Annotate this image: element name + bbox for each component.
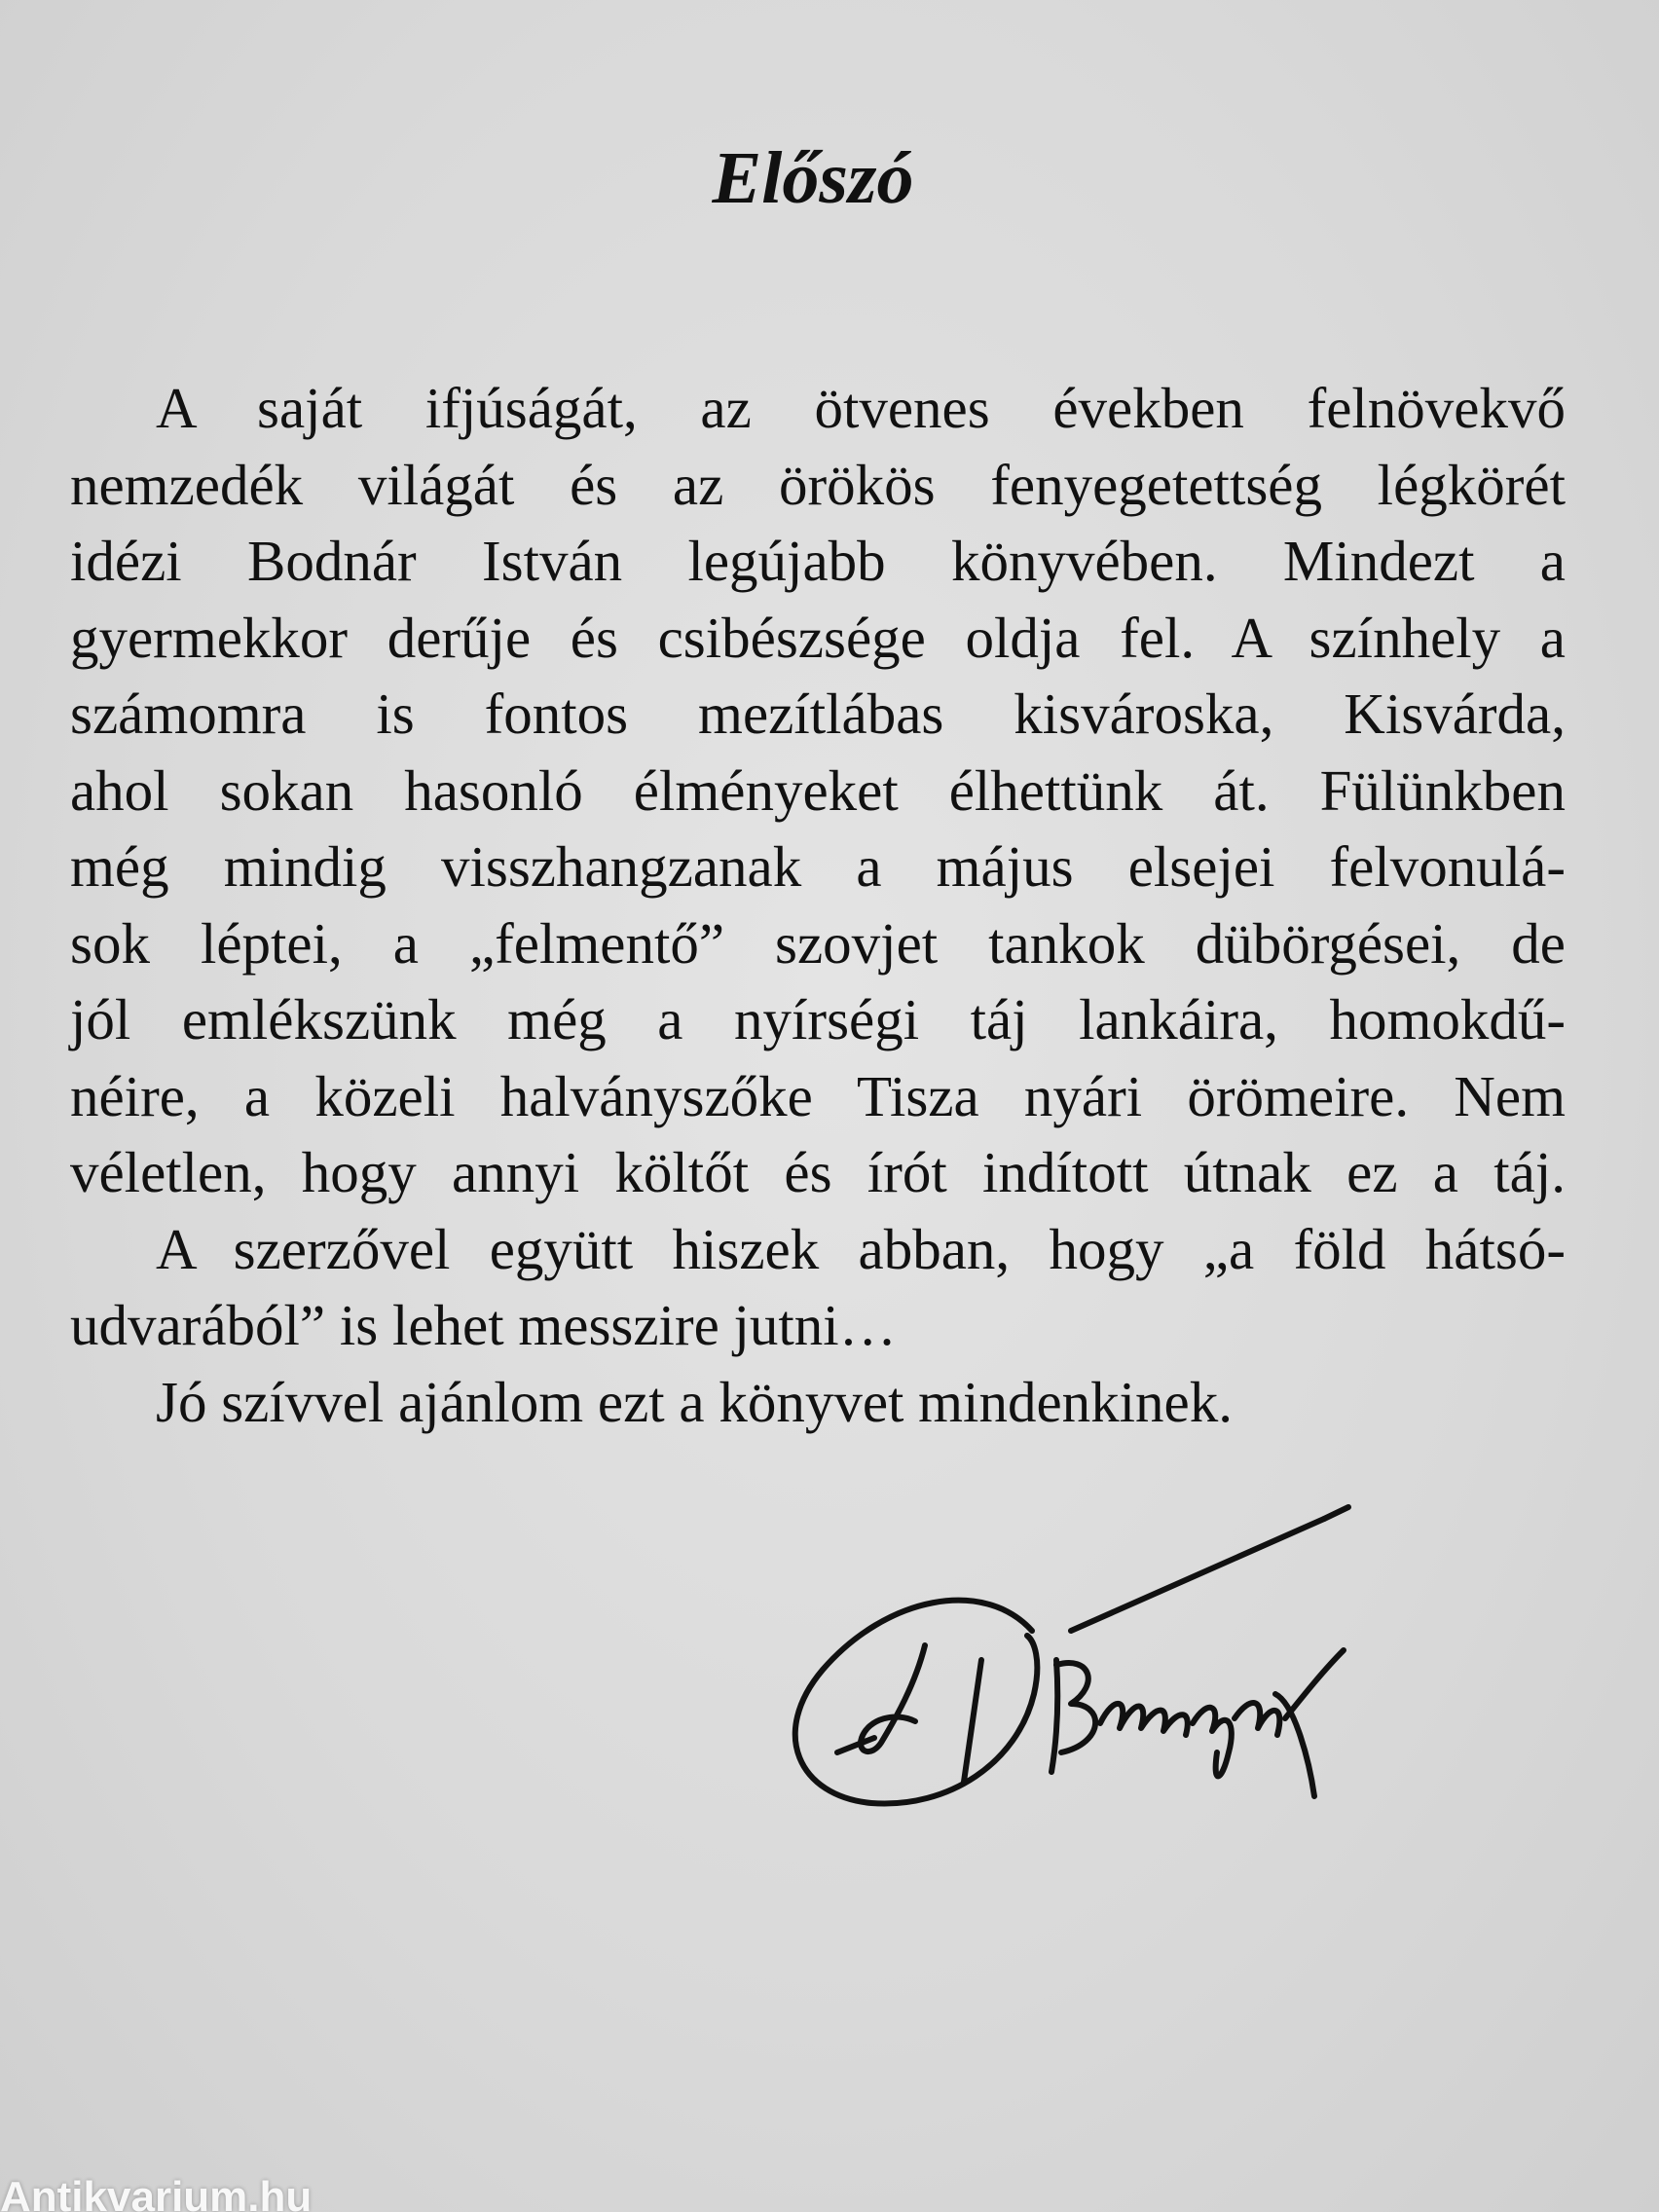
- text-line: udvarából” is lehet messzire jutni…: [70, 1293, 897, 1357]
- text-line: ahol sokan hasonló élményeket élhettünk át. Fülünkben: [70, 757, 1566, 823]
- text-line: idézi Bodnár István legújabb könyvében. Mindezt a: [70, 529, 1566, 593]
- foreword-text: [70, 370, 1566, 1440]
- text-line: jól emlékszünk még a nyírségi táj lankáira, homokdű-: [70, 987, 1566, 1051]
- text-line: gyermekkor derűje és csibészsége oldja fel. A színhely a: [70, 605, 1566, 670]
- text-line: számomra is fontos mezítlábas kisvároska, Kisvárda,: [70, 682, 1566, 746]
- text-line: nemzedék világát és az örökös fenyegetettség légkörét: [70, 452, 1566, 517]
- text-line: A saját ifjúságát, az ötvenes években felnövekvő: [156, 376, 1566, 440]
- text-line: sok léptei, a „felmentő” szovjet tankok dübörgései, de: [70, 910, 1566, 976]
- page-title: Előszó: [712, 137, 914, 219]
- handwritten-signature: [779, 1460, 1382, 1830]
- text-line: véletlen, hogy annyi költőt és írót indított útnak ez a táj.: [70, 1140, 1566, 1204]
- text-line: még mindig visszhangzanak a május elsejei felvonulá-: [70, 834, 1566, 899]
- watermark: Antikvarium.hu: [0, 2173, 313, 2212]
- text-line: néire, a közeli halványszőke Tisza nyári örömeire. Nem: [70, 1063, 1566, 1128]
- text-line: Jó szívvel ajánlom ezt a könyvet mindenkinek.: [156, 1369, 1233, 1434]
- text-line: A szerzővel együtt hiszek abban, hogy „a föld hátsó-: [156, 1216, 1566, 1281]
